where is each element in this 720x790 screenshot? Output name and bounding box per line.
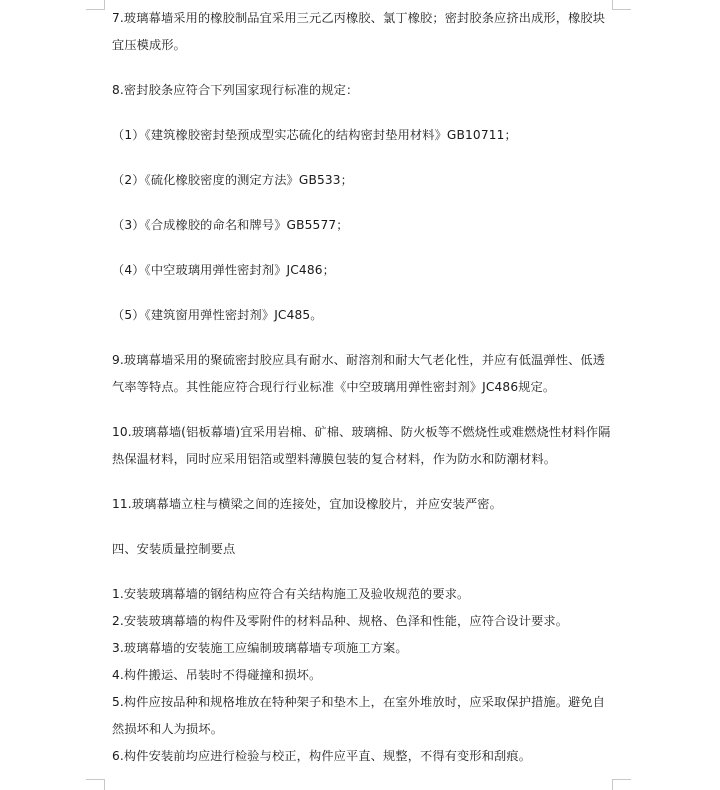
paragraph-10: 10.玻璃幕墙(铝板幕墙)宜采用岩棉、矿棉、玻璃棉、防火板等不燃烧性或难燃烧性材料作隔热保温材料，同时应采用铝箔或塑料薄膜包装的复合材料，作为防水和防潮材料。 (112, 425, 611, 466)
margin-corner-mark (86, 0, 105, 10)
list-item-4: （4）《中空玻璃用弹性密封剂》JC486； (112, 263, 335, 277)
requirement-4: 4.构件搬运、吊装时不得碰撞和损坏。 (112, 668, 322, 682)
margin-corner-mark (612, 779, 631, 790)
requirement-5: 5.构件应按品种和规格堆放在特种架子和垫木上，在室外堆放时，应采取保护措施。避免自然损坏和人为损坏。 (112, 695, 606, 736)
list-item-2: （2）《硫化橡胶密度的测定方法》GB533； (112, 173, 354, 187)
paragraph-11: 11.玻璃幕墙立柱与横梁之间的连接处，宜加设橡胶片，并应安装严密。 (112, 497, 502, 511)
list-item-5: （5）《建筑窗用弹性密封剂》JC485。 (112, 308, 323, 322)
document-body (112, 5, 614, 770)
requirement-6: 6.构件安装前均应进行检验与校正，构件应平直、规整，不得有变形和刮痕。 (112, 749, 532, 763)
paragraph-8: 8.密封胶条应符合下列国家现行标准的规定： (112, 83, 359, 97)
requirement-2: 2.安装玻璃幕墙的构件及零附件的材料品种、规格、色泽和性能，应符合设计要求。 (112, 614, 569, 628)
list-item-1: （1）《建筑橡胶密封垫预成型实芯硫化的结构密封垫用材料》GB10711； (112, 128, 517, 142)
paragraph-7: 7.玻璃幕墙采用的橡胶制品宜采用三元乙丙橡胶、氯丁橡胶；密封胶条应挤出成形，橡胶块宜压模成形。 (112, 11, 606, 52)
requirement-3: 3.玻璃幕墙的安装施工应编制玻璃幕墙专项施工方案。 (112, 641, 408, 655)
section-heading: 四、安装质量控制要点 (112, 542, 236, 556)
list-item-3: （3）《合成橡胶的命名和牌号》GB5577； (112, 218, 349, 232)
paragraph-9: 9.玻璃幕墙采用的聚硫密封胶应具有耐水、耐溶剂和耐大气老化性，并应有低温弹性、低透气率等特点。其性能应符合现行行业标准《中空玻璃用弹性密封剂》JC486规定。 (112, 353, 606, 394)
margin-corner-mark (86, 779, 105, 790)
margin-corner-mark (612, 0, 631, 10)
requirement-1: 1.安装玻璃幕墙的钢结构应符合有关结构施工及验收规范的要求。 (112, 587, 470, 601)
